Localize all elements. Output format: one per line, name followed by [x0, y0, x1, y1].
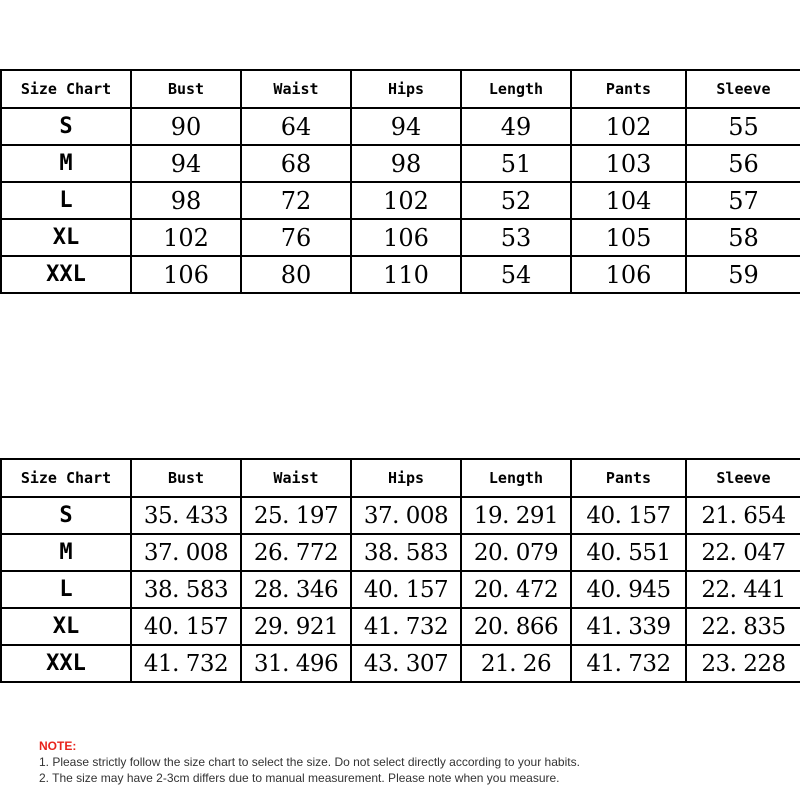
length-cell: 53 — [461, 219, 571, 256]
header-waist: Waist — [241, 459, 351, 497]
waist-cell: 76 — [241, 219, 351, 256]
header-length: Length — [461, 459, 571, 497]
sleeve-cell: 57 — [686, 182, 800, 219]
length-cell: 51 — [461, 145, 571, 182]
length-cell: 21. 26 — [461, 645, 571, 682]
header-hips: Hips — [351, 70, 461, 108]
bust-cell: 35. 433 — [131, 497, 241, 534]
waist-cell: 64 — [241, 108, 351, 145]
waist-cell: 29. 921 — [241, 608, 351, 645]
note-line-1: 1. Please strictly follow the size chart to select the size. Do not select directly according to your habits. — [39, 755, 580, 769]
size-cell: XL — [1, 219, 131, 256]
bust-cell: 37. 008 — [131, 534, 241, 571]
pants-cell: 104 — [571, 182, 686, 219]
sleeve-cell: 22. 835 — [686, 608, 800, 645]
size-cell: XXL — [1, 256, 131, 293]
pants-cell: 40. 551 — [571, 534, 686, 571]
length-cell: 54 — [461, 256, 571, 293]
bust-cell: 102 — [131, 219, 241, 256]
size-cell: M — [1, 534, 131, 571]
size-cell: S — [1, 108, 131, 145]
table-row — [1, 497, 800, 534]
bust-cell: 40. 157 — [131, 608, 241, 645]
pants-cell: 102 — [571, 108, 686, 145]
note-section — [39, 738, 779, 786]
size-chart-inch-table — [0, 458, 800, 683]
size-cell: L — [1, 182, 131, 219]
length-cell: 49 — [461, 108, 571, 145]
table-row — [1, 571, 800, 608]
sleeve-cell: 22. 441 — [686, 571, 800, 608]
table-row — [1, 608, 800, 645]
waist-cell: 25. 197 — [241, 497, 351, 534]
header-pants: Pants — [571, 70, 686, 108]
length-cell: 52 — [461, 182, 571, 219]
table-row — [1, 145, 800, 182]
table-header-row — [1, 459, 800, 497]
header-size-chart: Size Chart — [1, 70, 131, 108]
size-cell: M — [1, 145, 131, 182]
length-cell: 20. 472 — [461, 571, 571, 608]
hips-cell: 41. 732 — [351, 608, 461, 645]
header-size-chart: Size Chart — [1, 459, 131, 497]
hips-cell: 37. 008 — [351, 497, 461, 534]
sleeve-cell: 56 — [686, 145, 800, 182]
sleeve-cell: 58 — [686, 219, 800, 256]
hips-cell: 102 — [351, 182, 461, 219]
sleeve-cell: 59 — [686, 256, 800, 293]
pants-cell: 40. 157 — [571, 497, 686, 534]
waist-cell: 31. 496 — [241, 645, 351, 682]
size-cell: S — [1, 497, 131, 534]
size-cell: L — [1, 571, 131, 608]
bust-cell: 106 — [131, 256, 241, 293]
waist-cell: 68 — [241, 145, 351, 182]
header-sleeve: Sleeve — [686, 70, 800, 108]
waist-cell: 26. 772 — [241, 534, 351, 571]
table-header-row — [1, 70, 800, 108]
bust-cell: 90 — [131, 108, 241, 145]
hips-cell: 94 — [351, 108, 461, 145]
pants-cell: 106 — [571, 256, 686, 293]
header-hips: Hips — [351, 459, 461, 497]
table-row — [1, 182, 800, 219]
sleeve-cell: 21. 654 — [686, 497, 800, 534]
header-sleeve: Sleeve — [686, 459, 800, 497]
table-row — [1, 534, 800, 571]
waist-cell: 28. 346 — [241, 571, 351, 608]
note-line-2: 2. The size may have 2-3cm differs due to manual measurement. Please note when you measure. — [39, 771, 560, 785]
sleeve-cell: 23. 228 — [686, 645, 800, 682]
size-chart-cm-table — [0, 69, 800, 294]
note-title: NOTE: — [39, 739, 77, 753]
table-row — [1, 108, 800, 145]
table-row — [1, 645, 800, 682]
pants-cell: 41. 732 — [571, 645, 686, 682]
header-bust: Bust — [131, 459, 241, 497]
bust-cell: 94 — [131, 145, 241, 182]
header-waist: Waist — [241, 70, 351, 108]
hips-cell: 110 — [351, 256, 461, 293]
hips-cell: 43. 307 — [351, 645, 461, 682]
pants-cell: 103 — [571, 145, 686, 182]
table-row — [1, 219, 800, 256]
size-cell: XXL — [1, 645, 131, 682]
pants-cell: 40. 945 — [571, 571, 686, 608]
length-cell: 19. 291 — [461, 497, 571, 534]
hips-cell: 98 — [351, 145, 461, 182]
bust-cell: 41. 732 — [131, 645, 241, 682]
pants-cell: 105 — [571, 219, 686, 256]
hips-cell: 106 — [351, 219, 461, 256]
waist-cell: 72 — [241, 182, 351, 219]
header-length: Length — [461, 70, 571, 108]
hips-cell: 40. 157 — [351, 571, 461, 608]
length-cell: 20. 079 — [461, 534, 571, 571]
length-cell: 20. 866 — [461, 608, 571, 645]
header-bust: Bust — [131, 70, 241, 108]
waist-cell: 80 — [241, 256, 351, 293]
size-cell: XL — [1, 608, 131, 645]
bust-cell: 38. 583 — [131, 571, 241, 608]
sleeve-cell: 22. 047 — [686, 534, 800, 571]
table-row — [1, 256, 800, 293]
header-pants: Pants — [571, 459, 686, 497]
sleeve-cell: 55 — [686, 108, 800, 145]
pants-cell: 41. 339 — [571, 608, 686, 645]
hips-cell: 38. 583 — [351, 534, 461, 571]
bust-cell: 98 — [131, 182, 241, 219]
